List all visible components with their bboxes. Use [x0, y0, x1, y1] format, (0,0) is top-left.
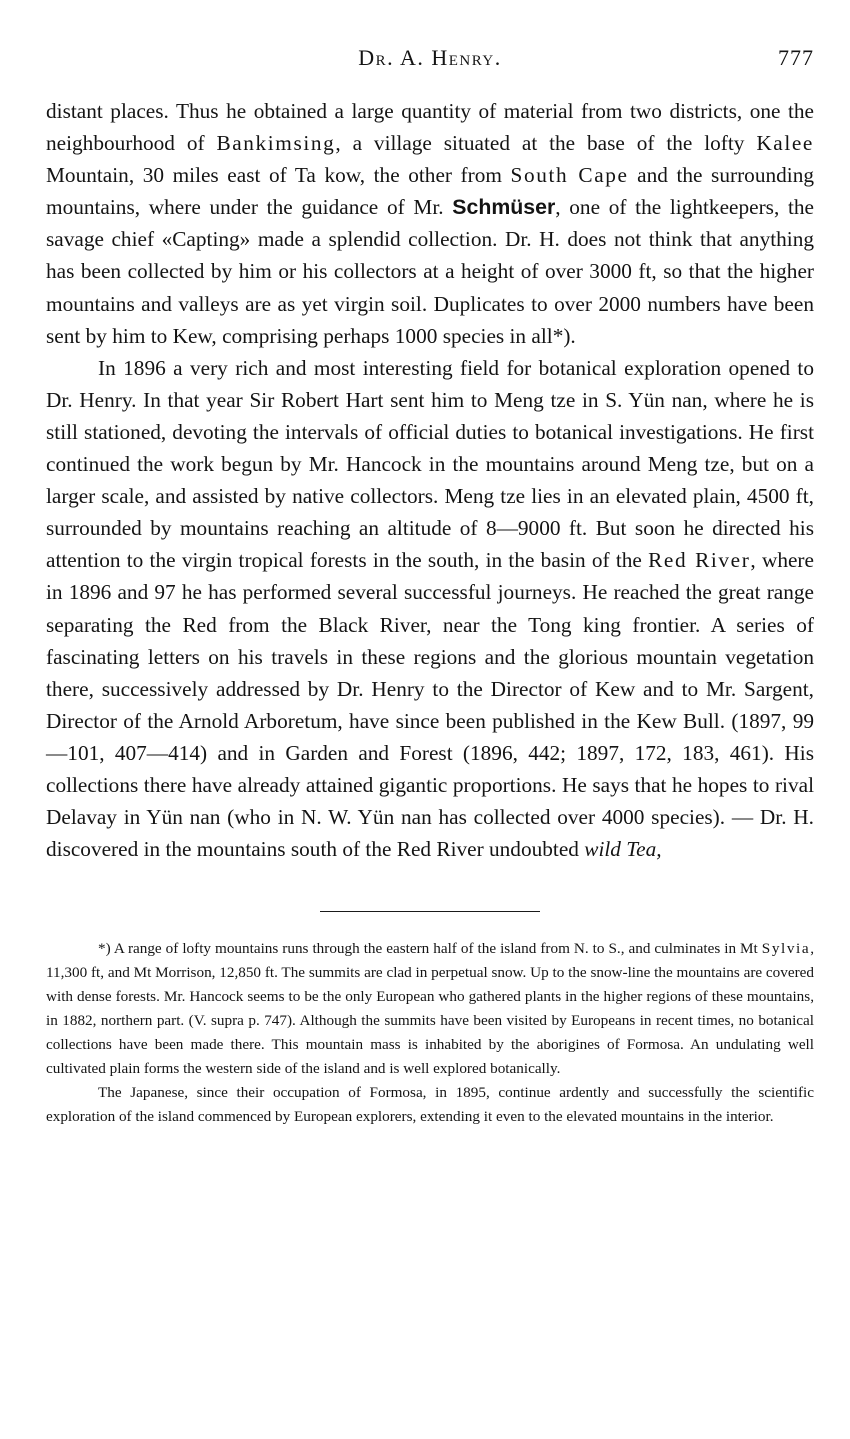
text-run: , where in 1896 and 97 he has performed several successful journeys. He reached the great range separating the Red from the Black River, near the Tong king frontier. A series of fascinating letters on his travels in these regions and the glorious mountain vegetation there, successively addressed by Dr. Henry to the Director of Kew and to Mr. Sargent, Director of the Arnold Arboretum, have since been published in the Kew Bull. (1897, 99—101, 407—414) and in Garden and Forest (1896, 442; 1897, 172, 183, 461). His collections there have already attained gigantic proportions. He says that he hopes to rival Delavay in Yün nan (who in N. W. Yün nan has collected over 4000 species). — Dr. H. discovered in the mountains south of the Red River undoubted — [46, 548, 814, 862]
paragraph-2 — [46, 352, 814, 866]
text-run: and the surrounding mountains, where under the guidance of Mr. — [46, 163, 814, 220]
running-title: Dr. A. Henry. — [358, 45, 502, 70]
footnote-2: The Japanese, since their occupation of Formosa, in 1895, continue ardently and successfully the scientific exploration of the island commenced by European explorers, extending it even to the elevated mountains in the interior. — [46, 1083, 814, 1125]
text-run: , one of the lightkeepers, the savage chief «Capting» made a splendid collection. Dr. H. does not think that anything has been collected by him or his collectors at a height of over 3000 ft, so that the higher mountains and valleys are as yet virgin soil. Duplicates to over 2000 numbers have been sent by him to Kew, comprising perhaps 1000 species in all*). — [46, 195, 814, 348]
book-page — [46, 40, 814, 1129]
mountain-name-sylvia: Sylvia — [761, 940, 811, 958]
main-text — [46, 95, 814, 865]
text-run: distant places. Thus he obtained a large quantity of material from two districts, one the neighbourhood of — [46, 99, 814, 156]
text-run: Mountain, 30 miles east of Ta kow, the other from — [46, 163, 511, 188]
place-name-red-river: Red River — [648, 548, 751, 573]
text-run: , 11,300 ft, and Mt Morrison, 12,850 ft. The summits are clad in perpetual snow. Up to the snow-line the mountains are covered with dense forests. Mr. Hancock seems to be the only European who gathered plants in the higher regions of these mountains, in 1882, northern part. (V. supra p. 747). Although the summits have been visited by Europeans in recent times, no botanical collections have been made there. This mountain mass is inhabited by the aborigines of Formosa. An undulating well cultivated plain forms the western side of the island and is well explored botanically. — [46, 940, 814, 1077]
place-name-south-cape: South Cape — [510, 163, 629, 188]
person-name-schmuser: Schmüser — [452, 195, 556, 220]
footnote-divider — [320, 911, 540, 912]
italic-wild-tea: wild Tea, — [584, 837, 662, 862]
place-name-kalee: Kalee — [756, 131, 814, 156]
running-header — [46, 40, 814, 76]
page-number: 777 — [778, 45, 814, 70]
text-run: In 1896 a very rich and most interesting field for botanical exploration opened to Dr. Henry. In that year Sir Robert Hart sent him to Meng tze in S. Yün nan, where he is still stationed, devoting the intervals of official duties to botanical investigations. He first continued the work begun by Mr. Hancock in the mountains around Meng tze, but on a larger scale, and assisted by native collectors. Meng tze lies in an elevated plain, 4500 ft, surrounded by mountains reaching an altitude of 8—9000 ft. But soon he directed his attention to the virgin tropical forests in the south, in the basin of the — [46, 355, 814, 573]
paragraph-1 — [46, 95, 814, 352]
place-name-bankimsing: Bankimsing — [216, 131, 336, 156]
footnote-1 — [46, 937, 814, 1080]
footnotes — [46, 937, 814, 1128]
text-run: , a village situated at the base of the lofty — [335, 131, 757, 156]
text-run: *) A range of lofty mountains runs through the eastern half of the island from N. to S., and culminates in Mt — [98, 940, 762, 958]
